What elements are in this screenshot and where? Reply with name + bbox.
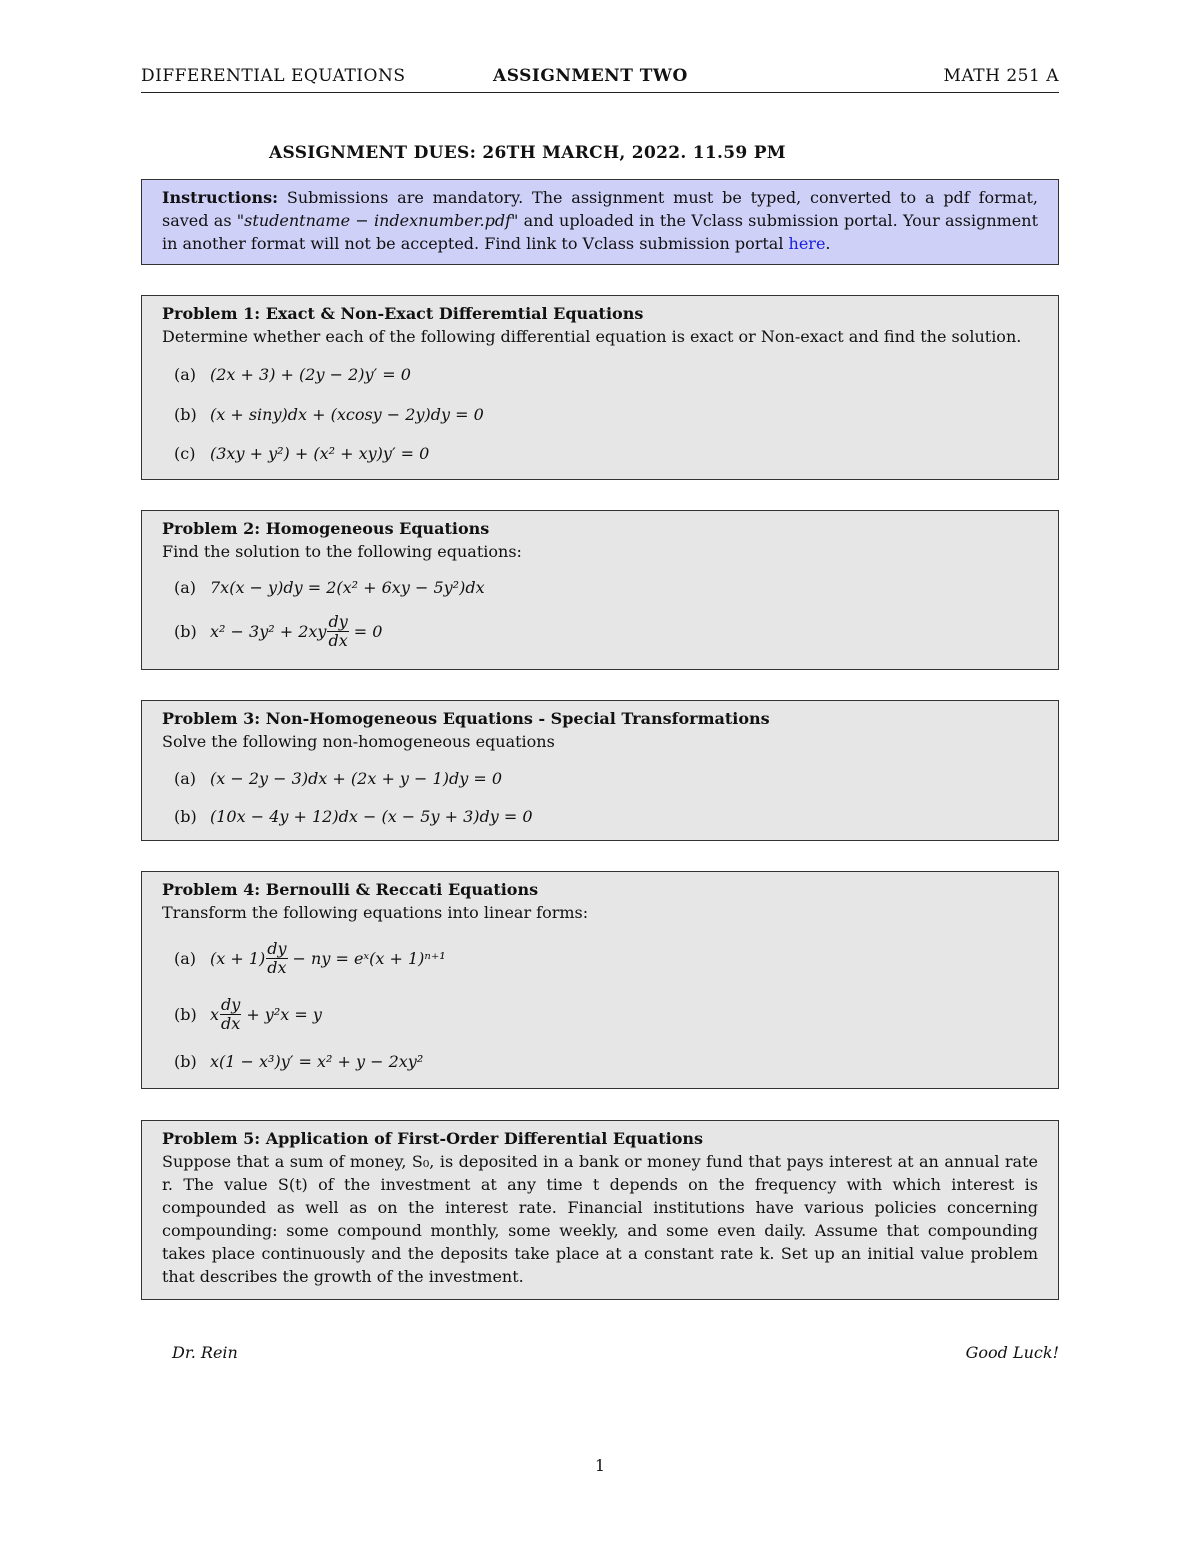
problem-2-box bbox=[141, 510, 1059, 670]
problem-3-prompt: Solve the following non-homogeneous equations bbox=[162, 732, 555, 751]
equation: (3xy + y²) + (x² + xy)y′ = 0 bbox=[210, 443, 430, 463]
instructions-box: Instructions: Submissions are mandatory. The assignment must be typed, converted to a pdf format, saved as "studentname − indexnumber.pdf" and uploaded in the Vclass submission portal. Your assignment in another format will not be accepted. Find link to Vclass submission portal here. bbox=[141, 179, 1059, 265]
problem-2-prompt: Find the solution to the following equations: bbox=[162, 542, 522, 561]
fraction: $\frac{dy}{dx}$ bbox=[221, 994, 241, 1033]
equation: (10x − 4y + 12)dx − (x − 5y + 3)dy = 0 bbox=[210, 806, 533, 826]
problem-4-box bbox=[141, 871, 1059, 1089]
instructions-filename: studentname − indexnumber.pdf bbox=[244, 211, 512, 230]
problem-4-title: Problem 4: Bernoulli & Reccati Equations bbox=[162, 880, 539, 899]
equation: (2x + 3) + (2y − 2)y′ = 0 bbox=[210, 364, 411, 384]
problem-3-item-b: (b) (10x − 4y + 12)dx − (x − 5y + 3)dy = 0 bbox=[174, 806, 533, 826]
page-header bbox=[141, 66, 1059, 93]
problem-1-prompt: Determine whether each of the following differential equation is exact or Non-exact and find the solution. bbox=[162, 327, 1022, 346]
problem-1-item-a: (a) (2x + 3) + (2y − 2)y′ = 0 bbox=[174, 364, 411, 384]
instructions-label: Instructions: bbox=[162, 188, 279, 207]
fraction: $\frac{dy}{dx}$ bbox=[267, 938, 287, 977]
problem-5-box bbox=[141, 1120, 1059, 1300]
course-title: DIFFERENTIAL EQUATIONS bbox=[141, 66, 406, 86]
instructions-text-1: Submissions are mandatory. The assignment must be typed, converted to a pdf format, saved as " bbox=[162, 188, 1038, 230]
problem-5-title: Problem 5: Application of First-Order Differential Equations bbox=[162, 1129, 704, 1148]
page-number: 1 bbox=[594, 1456, 606, 1475]
author-signature: Dr. Rein bbox=[172, 1343, 238, 1362]
problem-3-item-a: (a) (x − 2y − 3)dx + (2x + y − 1)dy = 0 bbox=[174, 768, 503, 788]
due-date: ASSIGNMENT DUES: 26TH MARCH, 2022. 11.59 PM bbox=[269, 143, 786, 163]
equation: (x − 2y − 3)dx + (2x + y − 1)dy = 0 bbox=[210, 768, 503, 788]
problem-1-title: Problem 1: Exact & Non-Exact Differemtial Equations bbox=[162, 304, 644, 323]
problem-2-item-b: (b) x² − 3y² + 2xy $\frac{dy}{dx}$ = 0 bbox=[174, 611, 383, 650]
problem-4-item-c: (b) x(1 − x³)y′ = x² + y − 2xy² bbox=[174, 1051, 424, 1071]
problem-1-item-c: (c) (3xy + y²) + (x² + xy)y′ = 0 bbox=[174, 443, 430, 463]
equation: (x + siny)dx + (xcosy − 2y)dy = 0 bbox=[210, 404, 484, 424]
problem-3-box bbox=[141, 700, 1059, 841]
problem-5-paragraph: Suppose that a sum of money, S₀, is deposited in a bank or money fund that pays interest at an annual rate r. The value S(t) of the investment at any time t depends on the frequency with which interest is compounded as well as on the interest rate. Financial institutions have various policies concerning compounding: some compound monthly, some weekly, and some even daily. Assume that compounding takes place continuously and the deposits take place at a constant rate k. Set up an initial value problem that describes the growth of the investment. bbox=[162, 1152, 1038, 1286]
fraction: $\frac{dy}{dx}$ bbox=[328, 611, 348, 650]
problem-3-title: Problem 3: Non-Homogeneous Equations - Special Transformations bbox=[162, 709, 770, 728]
course-code: MATH 251 A bbox=[943, 66, 1059, 86]
problem-4-item-a: (a) (x + 1) $\frac{dy}{dx}$ − ny = eˣ(x + 1)ⁿ⁺¹ bbox=[174, 938, 446, 977]
problem-2-title: Problem 2: Homogeneous Equations bbox=[162, 519, 490, 538]
problem-1-item-b: (b) (x + siny)dx + (xcosy − 2y)dy = 0 bbox=[174, 404, 484, 424]
submission-portal-link[interactable]: here bbox=[788, 234, 826, 253]
problem-1-box bbox=[141, 295, 1059, 480]
closing-note: Good Luck! bbox=[965, 1343, 1059, 1362]
problem-4-item-b: (b) x $\frac{dy}{dx}$ + y²x = y bbox=[174, 994, 322, 1033]
assignment-title: ASSIGNMENT TWO bbox=[493, 66, 688, 86]
problem-4-prompt: Transform the following equations into linear forms: bbox=[162, 903, 589, 922]
problem-2-item-a: (a) 7x(x − y)dy = 2(x² + 6xy − 5y²)dx bbox=[174, 577, 485, 597]
instructions-text-2: " and uploaded in the Vclass submission portal. Your assignment in another format will not be accepted. Find link to Vclass submission portal bbox=[162, 211, 1039, 253]
equation: x(1 − x³)y′ = x² + y − 2xy² bbox=[210, 1051, 424, 1071]
equation: 7x(x − y)dy = 2(x² + 6xy − 5y²)dx bbox=[210, 577, 485, 597]
